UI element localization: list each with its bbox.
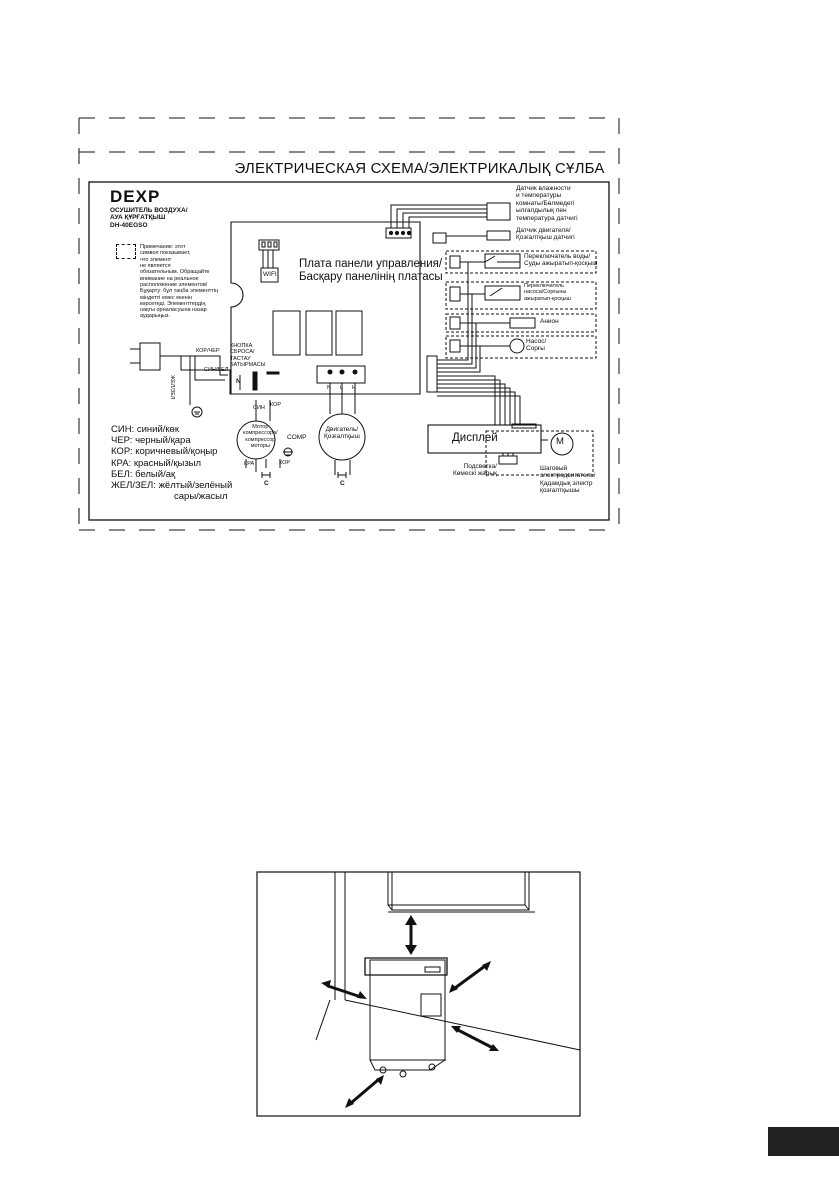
legend-item: ЖЕЛ/ЗЕЛ: жёлтый/зелёный bbox=[111, 480, 233, 492]
legend-item: сары/жасыл bbox=[174, 491, 228, 503]
page-tab bbox=[768, 1127, 839, 1156]
fan-motor-label: Двигатель/ Қозғалтқыш bbox=[324, 426, 360, 441]
legend-item: БЕЛ: белый/ақ bbox=[111, 468, 176, 480]
legend-item: ЧЕР: черный/қара bbox=[111, 435, 191, 447]
comp-label: COMP bbox=[287, 434, 307, 441]
humidity-sensor-label: Датчик влажности и температуры комнаты/Бөлмедегі ылғалдылық пен температура датчигі bbox=[516, 185, 578, 222]
legend-item: СИН: синий/көк bbox=[111, 424, 179, 435]
wire-kor-cher: КОР/ЧЕР bbox=[196, 348, 220, 354]
legend-item: КОР: коричневый/қоңыр bbox=[111, 446, 218, 458]
capacitor-label-1: C bbox=[264, 480, 269, 487]
color-legend bbox=[111, 424, 232, 502]
wire-kor-label-2: КОР bbox=[279, 460, 291, 466]
reset-button-label: КНОПКА СБРОСА/ ТАСТАУ БАТЫРМАСЫ bbox=[230, 343, 266, 368]
pump-switch-label: Переключатель насоса/Сорғыны ажыратып-қосқыш bbox=[524, 283, 571, 302]
backlight-label: Подсветка/ Көмескі жарық bbox=[453, 463, 497, 478]
anion-label: Анион bbox=[540, 318, 559, 325]
wire-kor-label: КОР bbox=[270, 402, 282, 408]
terminal-h: H bbox=[352, 385, 356, 391]
wifi-label: WIFI bbox=[263, 271, 277, 278]
optional-symbol bbox=[116, 244, 136, 259]
display-label: Дисплей bbox=[452, 432, 498, 444]
board-label: Плата панели управления/ Басқару панелінің платасы bbox=[299, 258, 443, 284]
compressor-motor-label: Мотор компрессора/ компрессор моторы bbox=[243, 424, 278, 449]
pump-label: Насос/ Сорғы bbox=[526, 338, 547, 353]
note-text: Примечание: этот символ показывает, что элемент не является обязательным. Обращайте внимание на реальное расположение элементов/ Бұқарту: бұл таңба элементтің міндетті емес екенін көрсетеді. Элементтердің нақты орналасуына назар аударыңыз. bbox=[140, 244, 219, 320]
stepper-motor-symbol: M bbox=[556, 436, 564, 447]
brand-logo: DEXP bbox=[110, 187, 161, 206]
water-switch-label: Переключатель воды/ Суды ажыратып-қосқыш bbox=[524, 253, 598, 268]
terminal-l: L bbox=[340, 385, 344, 391]
legend-item: КРА: красный/қызыл bbox=[111, 457, 202, 469]
capacitor-label-2: C bbox=[340, 480, 345, 487]
wire-sin-label: СИН bbox=[253, 405, 265, 411]
terminal-n-left: N bbox=[236, 378, 241, 385]
stepper-label: Шаговый электродвигатель/ Қадамдық электр қозғалтқышы bbox=[540, 465, 596, 495]
product-name: ОСУШИТЕЛЬ ВОЗДУХА/ АУА ҚҰРҒАТҚЫШ DH-40EGSO bbox=[110, 207, 188, 229]
schema-title: ЭЛЕКТРИЧЕСКАЯ СХЕМА/ЭЛЕКТРИКАЛЫҚ СҰЛБА bbox=[234, 160, 605, 177]
wire-zhel-zel: ЖЕЛ/ЗЕЛ bbox=[169, 375, 175, 400]
wire-kra-label: КРА bbox=[244, 461, 255, 467]
motor-sensor-label: Датчик двигателя/ Қозғалтқыш датчигі bbox=[516, 227, 575, 242]
wire-sin-bel: СИН/БЕЛ bbox=[204, 367, 229, 373]
terminal-n: N bbox=[327, 385, 331, 391]
